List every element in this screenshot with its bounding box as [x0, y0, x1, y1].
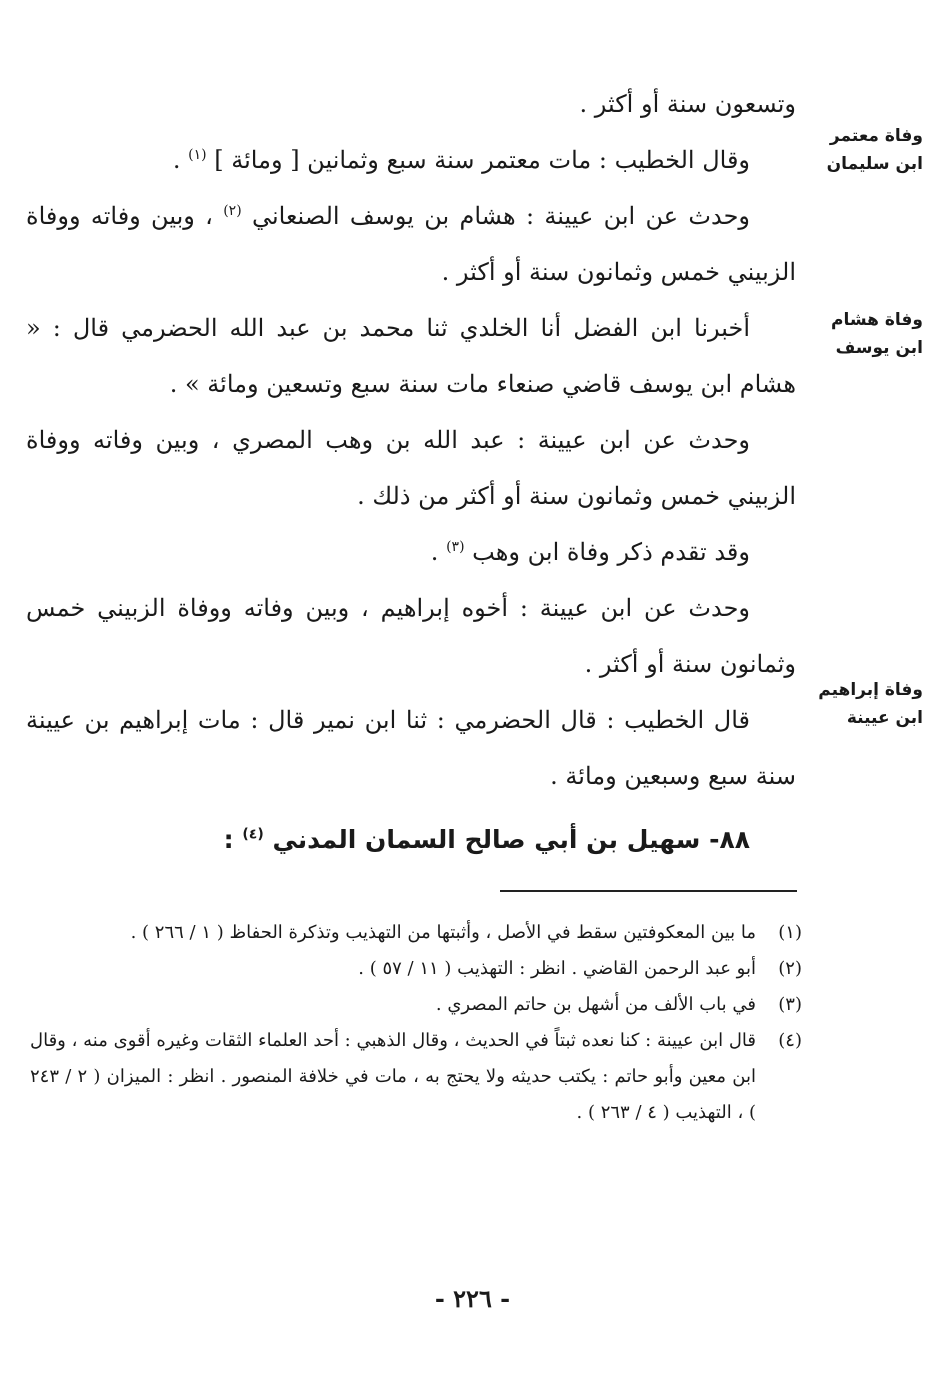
main-text — [26, 76, 796, 868]
side-note-line: ابن سليمان — [826, 154, 923, 174]
footnote-ref[interactable]: (٣) — [446, 539, 465, 555]
side-note-line: ابن عيينة — [846, 708, 923, 728]
side-note-line: ابن يوسف — [835, 338, 923, 358]
footnote-text: قال ابن عيينة : كنا نعده ثبتاً في الحديث ، وقال الذهبي : أحد العلماء الثقات وغيره أقوى منه ، وقال ابن معين وأبو حاتم : يكتب حديثه ولا يحتج به ، مات في خلافة المنصور . انظر : الميزان ( ٢ / ٢٤٣ ) ، التهذيب ( ٤ / ٢٦٣ ) . — [30, 1030, 756, 1123]
footnote-text: ما بين المعكوفتين سقط في الأصل ، وأثبتها من التهذيب وتذكرة الحفاظ ( ١ / ٢٦٦ ) . — [130, 922, 756, 943]
footnote-ref[interactable]: (٤) — [242, 826, 264, 843]
paragraph: وحدث عن ابن عيينة : أخوه إبراهيم ، وبين وفاته ووفاة الزبيني خمس وثمانون سنة أو أكثر . — [26, 594, 796, 678]
footnote-number: (١) — [778, 922, 802, 943]
footnotes — [30, 915, 802, 1131]
footnote-ref[interactable]: (٢) — [223, 203, 242, 219]
section-heading: ٨٨- سهيل بن أبي صالح السمان المدني $^{(٤)}$ : — [223, 825, 750, 854]
footnote-number: (٣) — [778, 994, 802, 1015]
side-note-line: وفاة معتمر — [829, 126, 923, 146]
footnote — [30, 1023, 802, 1131]
paragraph: وقد تقدم ذكر وفاة ابن وهب $^{(٣)}$ . — [430, 538, 750, 566]
side-note-ibrahim — [813, 676, 923, 732]
side-note-hisham — [813, 306, 923, 362]
side-note-line: وفاة هشام — [831, 310, 923, 330]
footnote-divider — [500, 890, 797, 892]
paragraph: قال الخطيب : قال الحضرمي : ثنا ابن نمير قال : مات إبراهيم بن عيينة سنة سبع وسبعين ومائة . — [26, 706, 796, 790]
paragraph: أخبرنا ابن الفضل أنا الخلدي ثنا محمد بن عبد الله الحضرمي قال : « هشام ابن يوسف قاضي صنعاء مات سنة سبع وتسعين ومائة » . — [26, 314, 796, 398]
footnote-text: في باب الألف من أشهل بن حاتم المصري . — [435, 994, 756, 1015]
paragraph: وقال الخطيب : مات معتمر سنة سبع وثمانين [ ومائة ] $^{(١)}$ . — [172, 146, 750, 174]
footnote — [30, 987, 802, 1023]
footnote-number: (٤) — [778, 1030, 802, 1051]
paragraph: وحدث عن ابن عيينة : هشام بن يوسف الصنعاني $^{(٢)}$ ، وبين وفاته ووفاة الزبيني خمس وثمانون سنة أو أكثر . — [26, 202, 796, 286]
footnote-number: (٢) — [778, 958, 802, 979]
paragraph: وتسعون سنة أو أكثر . — [579, 90, 796, 118]
footnote — [30, 951, 802, 987]
footnote — [30, 915, 802, 951]
side-note-mutamir — [813, 122, 923, 178]
page-number: - ٢٢٦ - — [434, 1284, 511, 1313]
footnote-ref[interactable]: (١) — [188, 147, 207, 163]
paragraph: وحدث عن ابن عيينة : عبد الله بن وهب المصري ، وبين وفاته ووفاة الزبيني خمس وثمانون سنة أو أكثر من ذلك . — [26, 426, 796, 510]
footnote-text: أبو عبد الرحمن القاضي . انظر : التهذيب ( ١١ / ٥٧ ) . — [358, 958, 756, 979]
side-note-line: وفاة إبراهيم — [818, 680, 923, 700]
